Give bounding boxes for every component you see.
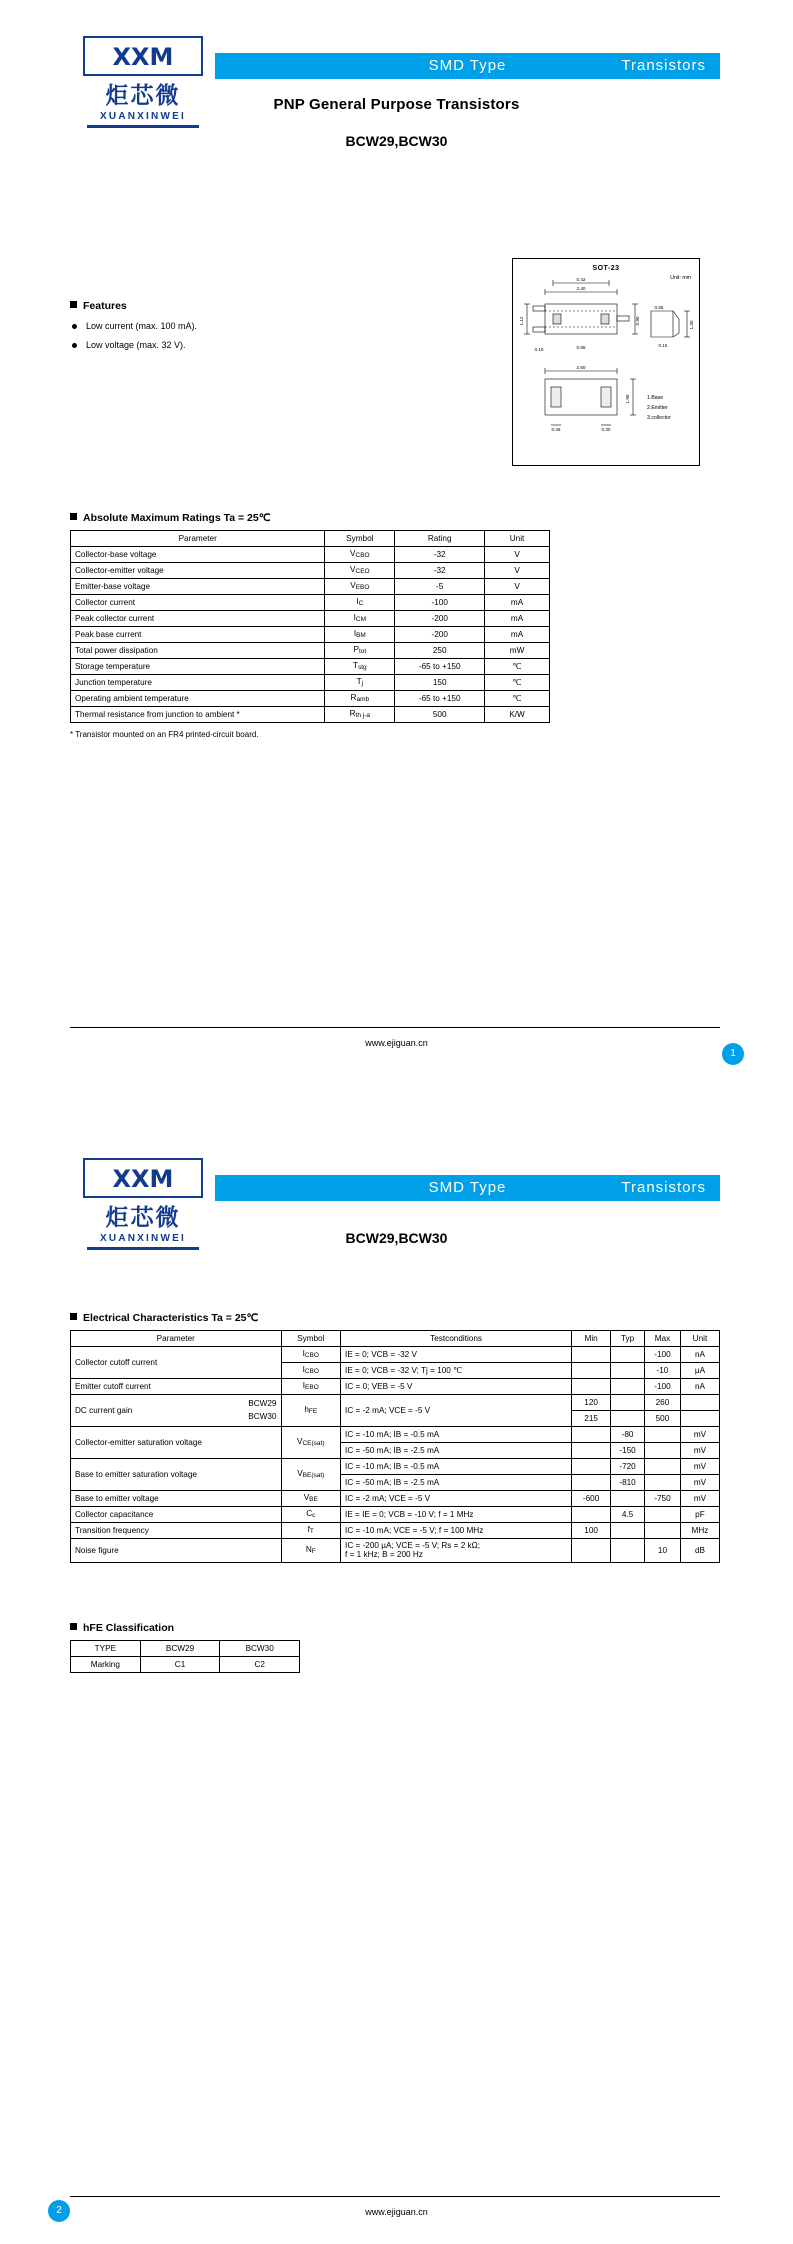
table-header-row (71, 531, 550, 547)
table-row (71, 643, 550, 659)
footer-divider (70, 2196, 720, 2197)
ratings-heading: Absolute Maximum Ratings Ta = 25℃ (70, 512, 550, 524)
cell-max: 500 (644, 1411, 680, 1427)
cell-symbol: Tstg (325, 659, 395, 675)
cell-rating: -65 to +150 (395, 691, 485, 707)
cell-testconditions: IC = -10 mA; IB = -0.5 mA (341, 1459, 572, 1475)
svg-text:0.10: 0.10 (534, 347, 544, 352)
bullet-dot-icon (72, 324, 77, 329)
logo-chinese-name: 炬芯微 (105, 1204, 181, 1230)
cell-rating: -32 (395, 563, 485, 579)
cell-unit: mV (680, 1427, 719, 1443)
band-right-label: Transistors (621, 1179, 706, 1196)
svg-text:1.30: 1.30 (689, 320, 694, 330)
cell-typ (611, 1379, 645, 1395)
cell-testconditions: IC = -50 mA; IB = -2.5 mA (341, 1443, 572, 1459)
svg-text:2.60: 2.60 (576, 365, 586, 370)
package-drawing (512, 258, 700, 466)
svg-text:XXM: XXM (112, 1165, 174, 1193)
part-numbers: BCW29,BCW30 (345, 133, 448, 149)
cell-parameter: Collector-emitter saturation voltage (71, 1427, 282, 1459)
table-row (71, 627, 550, 643)
cell-rating: -200 (395, 627, 485, 643)
cell-unit: K/W (485, 707, 550, 723)
cell-rating: -5 (395, 579, 485, 595)
cell-max (644, 1459, 680, 1475)
table-row (71, 547, 550, 563)
cell-max: 260 (644, 1395, 680, 1411)
svg-text:0.15: 0.15 (658, 343, 668, 348)
footer-url: www.ejiguan.cn (365, 2207, 428, 2217)
cell-symbol: Ramb (325, 691, 395, 707)
list-item: Low voltage (max. 32 V). (70, 340, 370, 350)
cell-0: Marking (71, 1657, 141, 1673)
cell-parameter: Peak base current (71, 627, 325, 643)
cell-max: -100 (644, 1379, 680, 1395)
logo-pinyin: XUANXINWEI (100, 1233, 186, 1245)
cell-typ (611, 1539, 645, 1563)
table-row (71, 659, 550, 675)
cell-min (572, 1347, 611, 1363)
package-outline-icon (513, 259, 701, 467)
cell-testconditions: IE = 0; VCB = -32 V; Tj = 100 ℃ (341, 1363, 572, 1379)
cell-rating: -100 (395, 595, 485, 611)
bullet-square-icon (70, 513, 77, 520)
cell-2: BCW30 (220, 1641, 300, 1657)
cell-symbol: NF (281, 1539, 341, 1563)
svg-text:0.30: 0.30 (601, 427, 611, 432)
cell-symbol: VCEO (325, 563, 395, 579)
cell-symbol: VBE (281, 1491, 341, 1507)
cell-max: -750 (644, 1491, 680, 1507)
hfe-classification-section (70, 1622, 300, 1673)
cell-testconditions: IC = -2 mA; VCE = -5 V (341, 1395, 572, 1427)
bullet-square-icon (70, 1313, 77, 1320)
cell-symbol: ICBO (281, 1347, 341, 1363)
table-row (71, 1347, 720, 1363)
cell-symbol: VCE(sat) (281, 1427, 341, 1459)
cell-parameter: DC current gain BCW29 BCW30 (71, 1395, 282, 1427)
page-2 (0, 1122, 793, 2244)
cell-unit: mV (680, 1443, 719, 1459)
cell-max: -10 (644, 1363, 680, 1379)
cell-typ (611, 1395, 645, 1411)
cell-symbol: VCBO (325, 547, 395, 563)
cell-symbol: VBE(sat) (281, 1459, 341, 1491)
svg-text:0.42: 0.42 (576, 277, 586, 282)
table-row (71, 563, 550, 579)
cell-min: 215 (572, 1411, 611, 1427)
cell-rating: -32 (395, 547, 485, 563)
cell-rating: 150 (395, 675, 485, 691)
logo-icon (83, 36, 203, 76)
electrical-table (70, 1330, 720, 1563)
table-row (71, 1427, 720, 1443)
cell-typ: -720 (611, 1459, 645, 1475)
svg-text:XXM: XXM (112, 43, 174, 71)
elec-heading: Electrical Characteristics Ta = 25℃ (70, 1312, 720, 1324)
col-min: Min (572, 1331, 611, 1347)
cell-testconditions: IE = IE = 0; VCB = -10 V; f = 1 MHz (341, 1507, 572, 1523)
cell-typ (611, 1523, 645, 1539)
bullet-square-icon (70, 1623, 77, 1630)
cell-unit (680, 1411, 719, 1427)
col-parameter: Parameter (71, 1331, 282, 1347)
cell-min (572, 1475, 611, 1491)
cell-typ: -150 (611, 1443, 645, 1459)
cell-parameter: Collector current (71, 595, 325, 611)
logo-underline (87, 1247, 199, 1250)
part-numbers: BCW29,BCW30 (345, 1230, 448, 1246)
cell-symbol: Cc (281, 1507, 341, 1523)
table-row (71, 1657, 300, 1673)
svg-text:3.collector: 3.collector (647, 415, 671, 421)
band-right-label: Transistors (621, 57, 706, 74)
cell-symbol: Ptot (325, 643, 395, 659)
cell-unit: pF (680, 1507, 719, 1523)
cell-symbol: IBM (325, 627, 395, 643)
cell-rating: 250 (395, 643, 485, 659)
cell-unit: mW (485, 643, 550, 659)
cell-testconditions: IC = 0; VEB = -5 V (341, 1379, 572, 1395)
company-logo (78, 36, 208, 128)
svg-text:0.55: 0.55 (654, 305, 664, 310)
cell-symbol: fT (281, 1523, 341, 1539)
hfe-table (70, 1640, 300, 1673)
cell-symbol: Rth j-a (325, 707, 395, 723)
cell-unit: V (485, 563, 550, 579)
cell-symbol: hFE (281, 1395, 341, 1427)
header-band (215, 53, 720, 79)
cell-1: BCW29 (140, 1641, 220, 1657)
svg-text:1.Base: 1.Base (647, 395, 664, 401)
cell-testconditions: IC = -50 mA; IB = -2.5 mA (341, 1475, 572, 1491)
svg-text:2.Emitter: 2.Emitter (647, 405, 668, 411)
svg-text:0.45: 0.45 (551, 427, 561, 432)
cell-testconditions: IC = -10 mA; IB = -0.5 mA (341, 1427, 572, 1443)
cell-symbol: IC (325, 595, 395, 611)
cell-typ: 4.5 (611, 1507, 645, 1523)
cell-typ: -810 (611, 1475, 645, 1491)
cell-max (644, 1443, 680, 1459)
cell-1: C1 (140, 1657, 220, 1673)
table-row (71, 675, 550, 691)
cell-unit: mV (680, 1459, 719, 1475)
cell-typ (611, 1363, 645, 1379)
cell-parameter: Emitter-base voltage (71, 579, 325, 595)
cell-max: -100 (644, 1347, 680, 1363)
cell-parameter: Base to emitter saturation voltage (71, 1459, 282, 1491)
page-title: PNP General Purpose Transistors (273, 96, 520, 113)
ratings-table (70, 530, 550, 723)
logo-icon (83, 1158, 203, 1198)
header-band (215, 1175, 720, 1201)
cell-unit: ℃ (485, 691, 550, 707)
cell-min (572, 1507, 611, 1523)
table-row (71, 1459, 720, 1475)
cell-typ (611, 1491, 645, 1507)
cell-symbol: ICBO (281, 1363, 341, 1379)
cell-unit: mV (680, 1475, 719, 1491)
band-left-label: SMD Type (428, 1179, 507, 1196)
cell-parameter: Operating ambient temperature (71, 691, 325, 707)
cell-parameter: Thermal resistance from junction to ambient * (71, 707, 325, 723)
cell-typ: -80 (611, 1427, 645, 1443)
cell-parameter: Junction temperature (71, 675, 325, 691)
col-parameter: Parameter (71, 531, 325, 547)
logo-pinyin: XUANXINWEI (100, 111, 186, 123)
cell-unit: V (485, 579, 550, 595)
cell-min (572, 1443, 611, 1459)
cell-parameter: Total power dissipation (71, 643, 325, 659)
cell-min: 120 (572, 1395, 611, 1411)
cell-unit: mA (485, 611, 550, 627)
table-row (71, 707, 550, 723)
package-unit-label: Unit: mm (670, 275, 691, 281)
svg-text:0.95: 0.95 (576, 345, 586, 350)
table-row (71, 691, 550, 707)
col-typ: Typ (611, 1331, 645, 1347)
cell-unit: ℃ (485, 659, 550, 675)
col-rating: Rating (395, 531, 485, 547)
cell-parameter: Collector-base voltage (71, 547, 325, 563)
band-left-label: SMD Type (428, 57, 507, 74)
cell-testconditions: IC = -10 mA; VCE = -5 V; f = 100 MHz (341, 1523, 572, 1539)
cell-max (644, 1475, 680, 1491)
cell-min: 100 (572, 1523, 611, 1539)
cell-parameter: Peak collector current (71, 611, 325, 627)
cell-parameter: Noise figure (71, 1539, 282, 1563)
cell-0: TYPE (71, 1641, 141, 1657)
cell-unit: dB (680, 1539, 719, 1563)
cell-min (572, 1459, 611, 1475)
svg-text:0.90: 0.90 (635, 316, 640, 326)
cell-symbol: ICM (325, 611, 395, 627)
ratings-footnote: * Transistor mounted on an FR4 printed-circuit board. (70, 730, 259, 739)
cell-parameter: Collector cutoff current (71, 1347, 282, 1379)
cell-rating: -65 to +150 (395, 659, 485, 675)
table-row (71, 611, 550, 627)
cell-parameter: Emitter cutoff current (71, 1379, 282, 1395)
absolute-maximum-ratings-section (70, 512, 550, 739)
col-testconditions: Testconditions (341, 1331, 572, 1347)
cell-unit: V (485, 547, 550, 563)
cell-unit: mA (485, 627, 550, 643)
table-row (71, 1507, 720, 1523)
page-number-badge: 2 (48, 2200, 70, 2222)
electrical-characteristics-section (70, 1312, 720, 1563)
footer-divider (70, 1027, 720, 1028)
cell-unit (680, 1395, 719, 1411)
cell-unit: µA (680, 1363, 719, 1379)
logo-underline (87, 125, 199, 128)
cell-unit: mA (485, 595, 550, 611)
col-unit: Unit (485, 531, 550, 547)
features-heading: Features (70, 300, 370, 312)
features-section (70, 300, 370, 350)
table-row (71, 1523, 720, 1539)
cell-rating: -200 (395, 611, 485, 627)
cell-min (572, 1539, 611, 1563)
cell-max (644, 1523, 680, 1539)
cell-testconditions: IE = 0; VCB = -32 V (341, 1347, 572, 1363)
col-max: Max (644, 1331, 680, 1347)
package-name: SOT-23 (592, 265, 620, 272)
cell-typ (611, 1411, 645, 1427)
cell-min (572, 1379, 611, 1395)
table-row (71, 1491, 720, 1507)
cell-symbol: Tj (325, 675, 395, 691)
table-row (71, 1395, 720, 1411)
cell-symbol: IEBO (281, 1379, 341, 1395)
cell-min: -600 (572, 1491, 611, 1507)
bullet-dot-icon (72, 343, 77, 348)
cell-max (644, 1427, 680, 1443)
cell-unit: mV (680, 1491, 719, 1507)
col-unit: Unit (680, 1331, 719, 1347)
cell-unit: nA (680, 1347, 719, 1363)
cell-min (572, 1363, 611, 1379)
col-symbol: Symbol (281, 1331, 341, 1347)
cell-typ (611, 1347, 645, 1363)
cell-parameter: Collector capacitance (71, 1507, 282, 1523)
table-header-row (71, 1331, 720, 1347)
cell-max: 10 (644, 1539, 680, 1563)
cell-unit: MHz (680, 1523, 719, 1539)
logo-chinese-name: 炬芯微 (105, 82, 181, 108)
svg-text:2.40: 2.40 (576, 286, 586, 291)
cell-parameter: Storage temperature (71, 659, 325, 675)
bullet-square-icon (70, 301, 77, 308)
cell-2: C2 (220, 1657, 300, 1673)
table-row (71, 1379, 720, 1395)
table-row (71, 1539, 720, 1563)
cell-testconditions: IC = -200 µA; VCE = -5 V; Rs = 2 kΩ; f = 1 kHz; B = 200 Hz (341, 1539, 572, 1563)
page-number-badge: 1 (722, 1043, 744, 1065)
svg-text:1.90: 1.90 (625, 394, 630, 404)
cell-testconditions: IC = -2 mA; VCE = -5 V (341, 1491, 572, 1507)
footer-url: www.ejiguan.cn (365, 1038, 428, 1048)
table-row (71, 1641, 300, 1657)
cell-rating: 500 (395, 707, 485, 723)
list-item: Low current (max. 100 mA). (70, 321, 370, 331)
svg-text:1.12: 1.12 (519, 316, 524, 326)
cell-symbol: VEBO (325, 579, 395, 595)
cell-unit: ℃ (485, 675, 550, 691)
cell-unit: nA (680, 1379, 719, 1395)
company-logo (78, 1158, 208, 1250)
col-symbol: Symbol (325, 531, 395, 547)
table-row (71, 595, 550, 611)
hfe-heading: hFE Classification (70, 1622, 300, 1634)
cell-min (572, 1427, 611, 1443)
cell-parameter: Collector-emitter voltage (71, 563, 325, 579)
cell-parameter: Transition frequency (71, 1523, 282, 1539)
cell-parameter: Base to emitter voltage (71, 1491, 282, 1507)
table-row (71, 579, 550, 595)
cell-max (644, 1507, 680, 1523)
